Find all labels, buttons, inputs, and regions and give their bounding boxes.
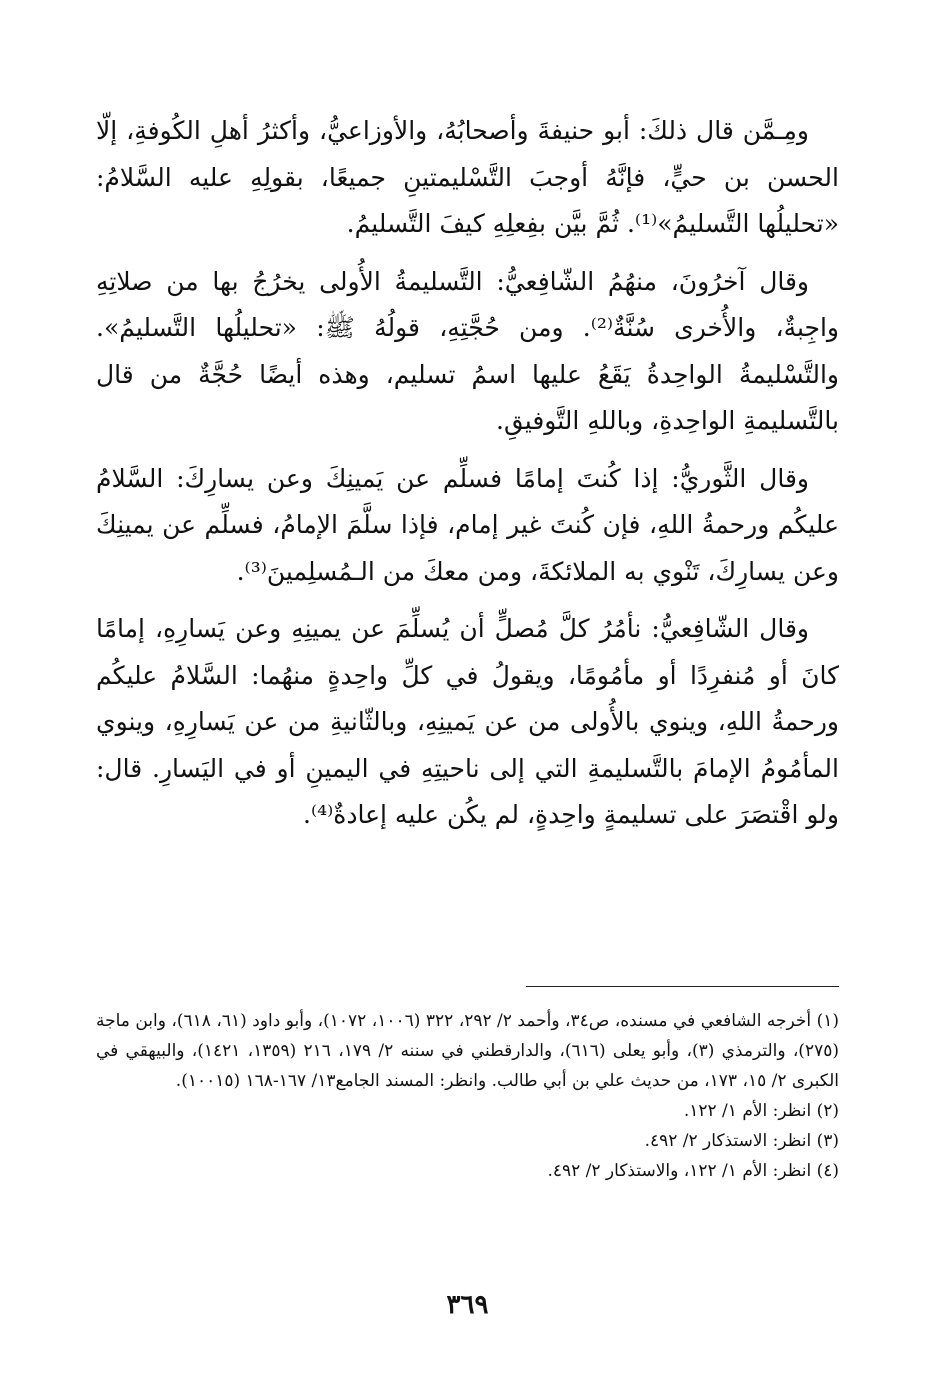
footnote-divider bbox=[526, 986, 839, 987]
main-text bbox=[96, 108, 839, 850]
page-number: ٣٦٩ bbox=[446, 1290, 489, 1320]
paragraph-shafii-first: وقال آخرُونَ، منهُمُ الشّافِعيُّ: التَّسليمةُ الأُولى يخرُجُ بها من صلاتِهِ واجِبةٌ، والأُخرى سُنَّةٌ⁽²⁾. ومن حُجَّتِهِ، قولُهُ ﷺ: «تحليلُها التَّسليمُ». والتَّسْليمةُ الواحِدةُ يَقَعُ عليها اسمُ تسليم، وهذه أيضًا حُجَّةٌ من قال بالتَّسليمةِ الواحِدةِ، وباللهِ التَّوفيقِ. bbox=[96, 266, 839, 435]
footnotes bbox=[96, 1006, 839, 1186]
paragraph-thawri: وقال الثَّوريُّ: إذا كُنتَ إمامًا فسلِّم عن يَمينِكَ وعن يسارِكَ: السَّلامُ عليكُم ورحمةُ اللهِ، فإن كُنتَ غير إمام، فإذا سلَّمَ الإمامُ، فسلِّم عن يمينِكَ وعن يسارِكَ، تَنْوي به الملائكةَ، ومن معكَ من الـمُسلِمينَ⁽³⁾. bbox=[96, 463, 839, 586]
footnote-1: (١) أخرجه الشافعي في مسنده، ص٣٤، وأحمد ٢/ ٢٩٢، ٣٢٢ (١٠٠٦، ١٠٧٢)، وأبو داود (٦١، ٦١٨)، وابن ماجة (٢٧٥)، والترمذي (٣)، وأبو يعلى (٦١٦)، والدارقطني في سننه ٢/ ١٧٩، ٢١٦ (١٣٥٩، ١٤٢١)، والبيهقي في الكبرى ٢/ ١٥، ١٧٣، من حديث علي بن أبي طالب. وانظر: المسند الجامع١٣/ ١٦٧-١٦٨ (١٠٠١٥). bbox=[96, 1011, 839, 1091]
footnote-2: (٢) انظر: الأم ١/ ١٢٢. bbox=[683, 1101, 839, 1121]
paragraph-hanafi: ومِـمَّن قال ذلكَ: أبو حنيفةَ وأصحابُهُ، والأوزاعيُّ، وأكثرُ أهلِ الكُوفةِ، إلّا الحسن بن حيٍّ، فإنَّهُ أوجبَ التَّسْليمتينِ جميعًا، بقولِهِ عليه السَّلامُ: «تحليلُها التَّسليمُ»⁽¹⁾. ثُمَّ بيَّن بفِعلِهِ كيفَ التَّسليمُ. bbox=[96, 116, 839, 238]
footnote-3: (٣) انظر: الاستذكار ٢/ ٤٩٢. bbox=[644, 1131, 839, 1151]
footnote-4: (٤) انظر: الأم ١/ ١٢٢، والاستذكار ٢/ ٤٩٢. bbox=[547, 1161, 839, 1181]
paragraph-shafii-second: وقال الشّافِعيُّ: نأمُرُ كلَّ مُصلٍّ أن يُسلِّمَ عن يمينِهِ وعن يَسارِهِ، إمامًا كانَ أو مُنفرِدًا أو مأمُومًا، ويقولُ في كلِّ واحِدةٍ منهُما: السَّلامُ عليكُم ورحمةُ اللهِ، وينوي بالأُولى من عن يَمينِهِ، وبالثّانيةِ من عن يَسارِهِ، وينوي المأمُومُ الإمامَ بالتَّسليمةِ التي إلى ناحيتِهِ في اليمينِ أو في اليَسارِ. قال: ولو اقْتصَرَ على تسليمةٍ واحِدةٍ، لم يكُن عليه إعادةٌ⁽⁴⁾. bbox=[96, 614, 839, 829]
book-page bbox=[96, 0, 839, 1376]
